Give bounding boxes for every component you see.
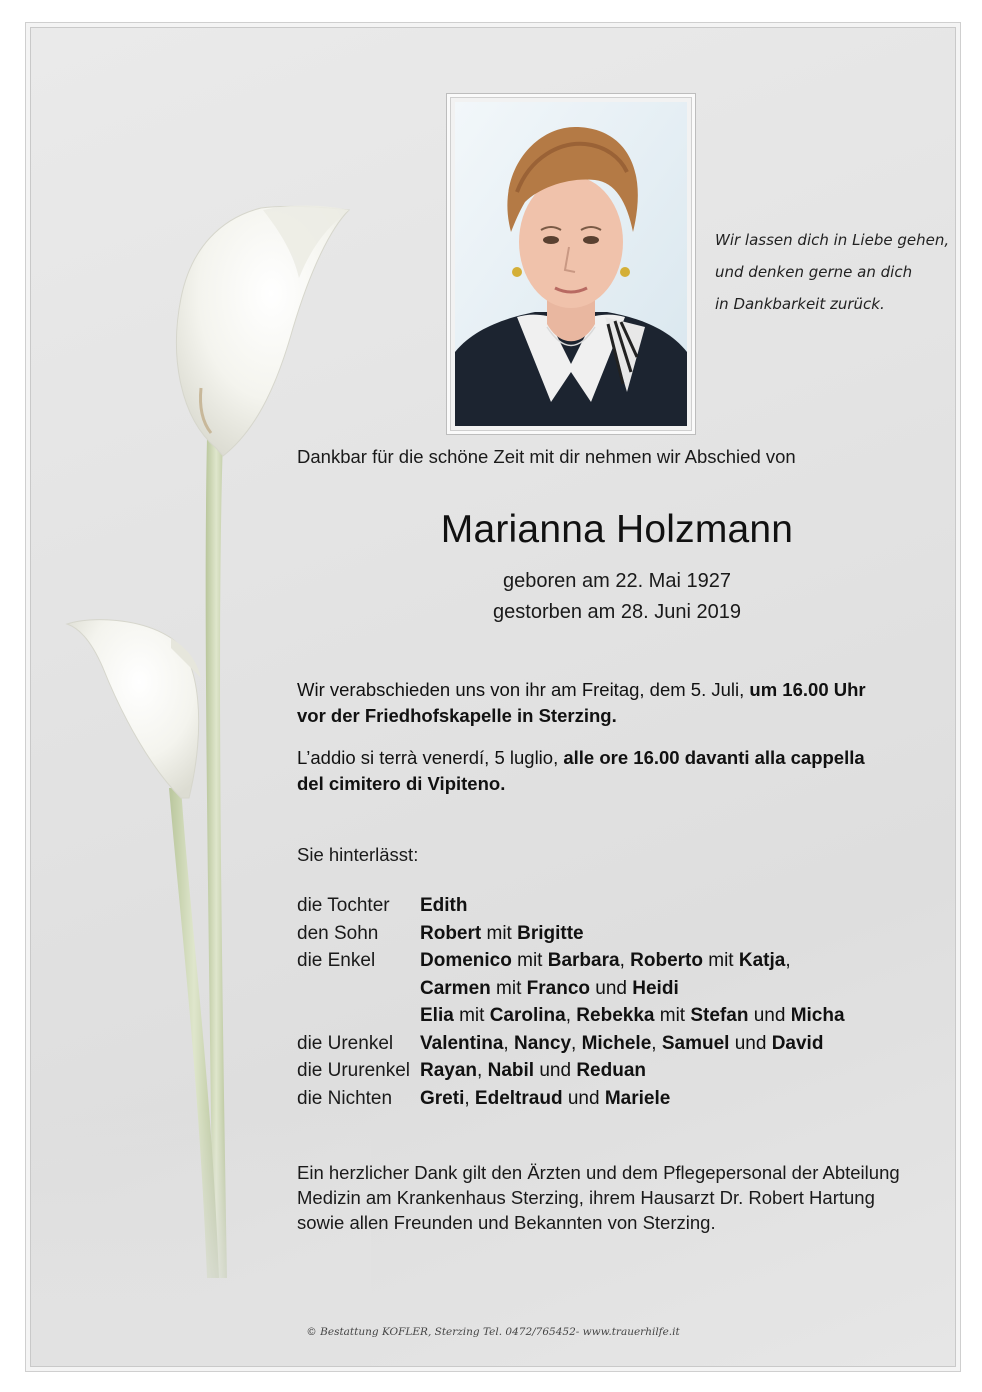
thanks-line: Ein herzlicher Dank gilt den Ärzten und dem Pflegepersonal der Abteilung — [297, 1162, 900, 1183]
survivor-row — [297, 947, 937, 975]
farewell-german — [297, 677, 937, 729]
thanks-line: Medizin am Krankenhaus Sterzing, ihrem Hausarzt Dr. Robert Hartung — [297, 1187, 875, 1208]
survivor-names: Robert mit Brigitte — [420, 922, 584, 944]
survivor-relation: den Sohn — [297, 922, 379, 944]
survivor-row — [297, 892, 937, 920]
survivor-row — [297, 975, 937, 1003]
survivor-relation — [297, 1002, 420, 1030]
thanks-line: sowie allen Freunden und Bekannten von Sterzing. — [297, 1212, 716, 1233]
survivor-row — [297, 1002, 937, 1030]
quote-line: Wir lassen dich in Liebe gehen, — [715, 231, 950, 249]
survivor-relation: die Nichten — [297, 1087, 393, 1109]
farewell-italian-place: del cimitero di Vipiteno. — [297, 773, 506, 794]
survivors-list — [297, 892, 937, 1112]
farewell-german-place: vor der Friedhofskapelle in Sterzing. — [297, 705, 617, 726]
death-date: gestorben am 28. Juni 2019 — [493, 601, 741, 623]
funeral-home-footer: © Bestattung KOFLER, Sterzing Tel. 0472/765452- www.trauerhilfe.it — [306, 1326, 680, 1338]
thanks-text — [297, 1160, 956, 1235]
birth-date: geboren am 22. Mai 1927 — [503, 570, 731, 592]
survivor-relation — [297, 975, 420, 1003]
intro-text: Dankbar für die schöne Zeit mit dir nehmen wir Abschied von — [297, 446, 796, 467]
portrait-photo — [455, 102, 687, 426]
farewell-german-text: Wir verabschieden uns von ihr am Freitag, dem 5. Juli, — [297, 679, 750, 700]
survivor-names: Valentina, Nancy, Michele, Samuel und David — [420, 1032, 824, 1054]
survivor-names: Greti, Edeltraud und Mariele — [420, 1087, 671, 1109]
farewell-italian-time: alle ore 16.00 davanti alla cappella — [563, 747, 865, 768]
farewell-german-time: um 16.00 Uhr — [749, 679, 866, 700]
survivor-names: Carmen mit Franco und Heidi — [420, 977, 679, 999]
survivor-row — [297, 1030, 937, 1058]
survivor-names: Elia mit Carolina, Rebekka mit Stefan und Micha — [420, 1005, 845, 1026]
portrait-frame — [446, 93, 696, 435]
memorial-quote — [715, 224, 955, 320]
survivor-relation: die Enkel — [297, 950, 376, 971]
life-dates — [297, 566, 937, 628]
survivor-row — [297, 1085, 937, 1113]
quote-line: und denken gerne an dich — [715, 263, 913, 281]
survivor-names: Rayan, Nabil und Reduan — [420, 1060, 646, 1081]
survivor-relation: die Urenkel — [297, 1032, 394, 1054]
survivors-heading: Sie hinterlässt: — [297, 844, 419, 865]
survivor-names: Domenico mit Barbara, Roberto mit Katja, — [420, 950, 791, 971]
deceased-name: Marianna Holzmann — [440, 508, 794, 551]
survivor-names: Edith — [420, 895, 468, 916]
quote-line: in Dankbarkeit zurück. — [715, 295, 885, 313]
survivor-relation: die Tochter — [297, 895, 390, 916]
survivor-row — [297, 1057, 937, 1085]
survivor-row — [297, 920, 937, 948]
farewell-italian-text: L’addio si terrà venerdí, 5 luglio, — [297, 747, 564, 768]
obituary-card — [30, 27, 956, 1367]
survivor-relation: die Ururenkel — [297, 1060, 410, 1081]
farewell-italian — [297, 745, 937, 797]
